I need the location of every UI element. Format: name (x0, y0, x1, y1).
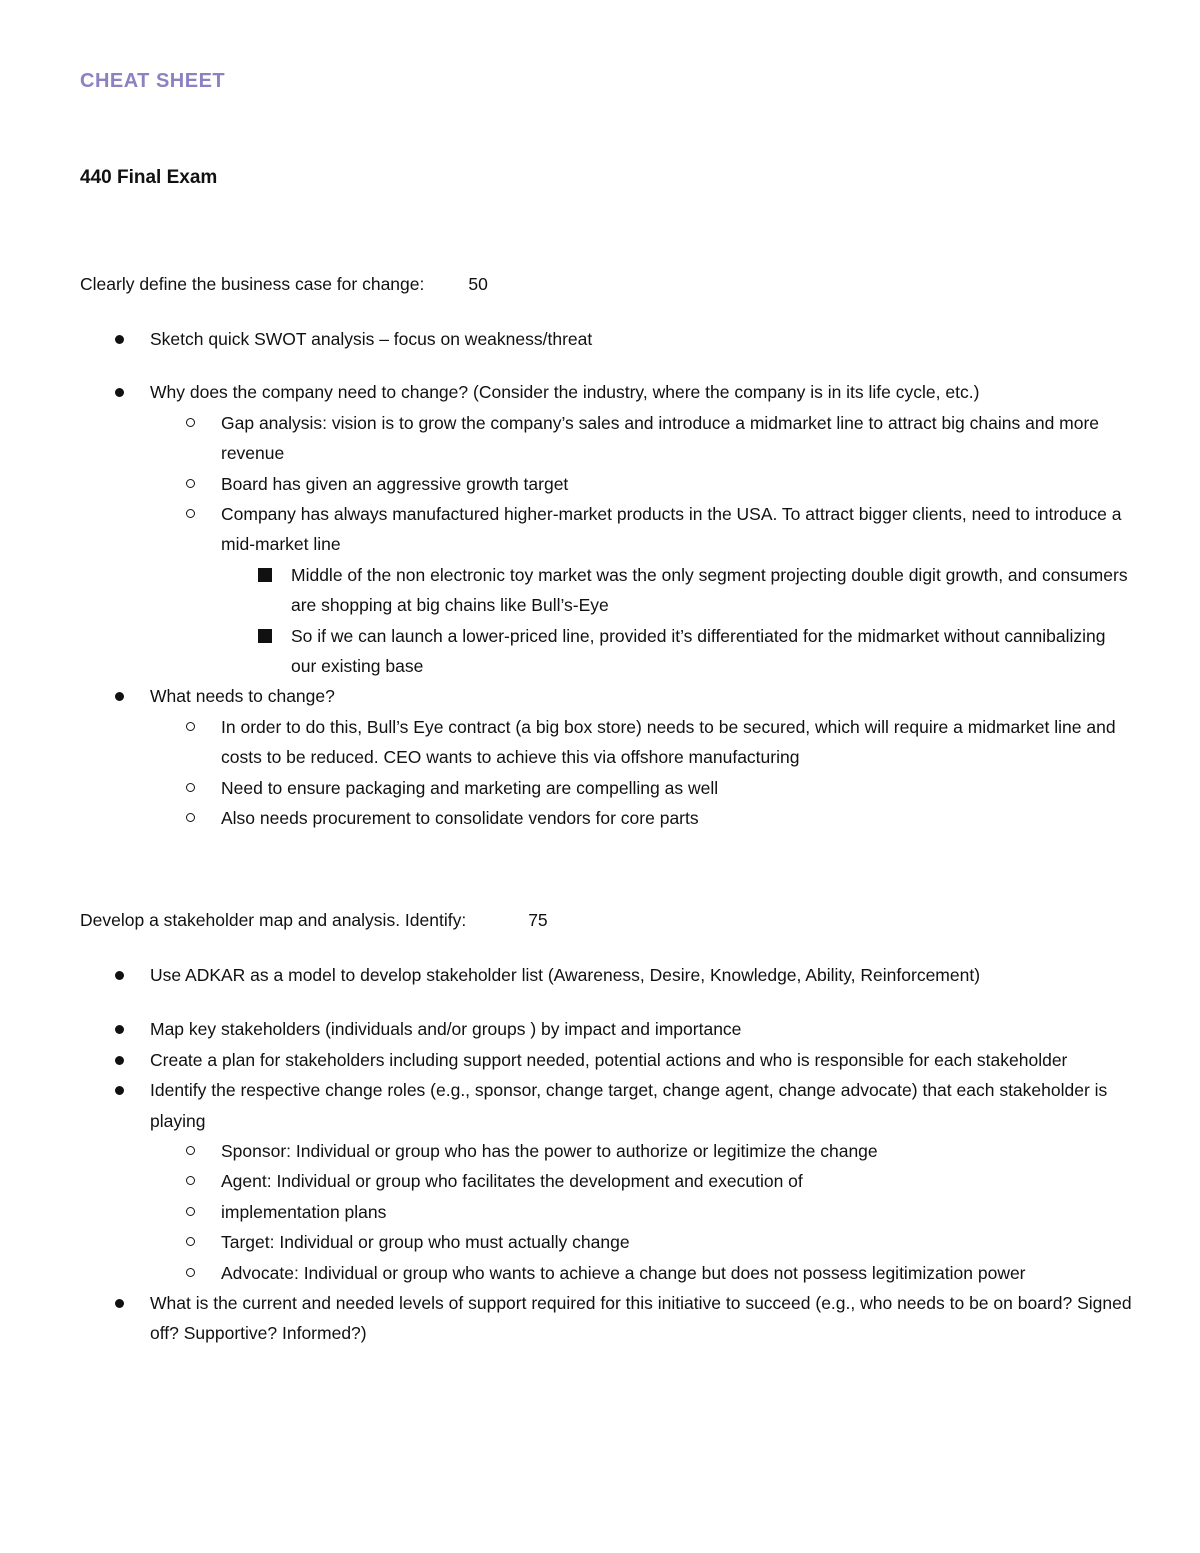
bullet-disc-icon (115, 1299, 124, 1308)
bullet-square-icon (258, 629, 272, 643)
section1-heading (80, 274, 488, 295)
list-item: Agent: Individual or group who facilitates the development and execution of (0, 1166, 1200, 1196)
bullet-circle-icon (186, 509, 195, 518)
list-item: Middle of the non electronic toy market was the only segment projecting double digit growth, and consumers are shopping at big chains like Bull’s-Eye (0, 560, 1200, 621)
document-subtitle: 440 Final Exam (80, 167, 218, 188)
section2-heading-text: Develop a stakeholder map and analysis. Identify: (80, 910, 467, 930)
section1-list (0, 324, 1200, 834)
bullet-circle-icon (186, 783, 195, 792)
bullet-square-icon (258, 568, 272, 582)
list-item: Sponsor: Individual or group who has the power to authorize or legitimize the change (0, 1136, 1200, 1166)
bullet-circle-icon (186, 1268, 195, 1277)
list-item: Target: Individual or group who must actually change (0, 1227, 1200, 1257)
list-item: Create a plan for stakeholders including support needed, potential actions and who is responsible for each stakeholder (0, 1045, 1200, 1075)
list-item: What is the current and needed levels of support required for this initiative to succeed (e.g., who needs to be on board? Signed off? Supportive? Informed?) (0, 1288, 1200, 1349)
list-item: In order to do this, Bull’s Eye contract (a big box store) needs to be secured, which will require a midmarket line and costs to be reduced. CEO wants to achieve this via offshore manufacturing (0, 712, 1200, 773)
list-item: Board has given an aggressive growth target (0, 469, 1200, 499)
bullet-disc-icon (115, 1086, 124, 1095)
section1-points: 50 (468, 274, 488, 294)
bullet-disc-icon (115, 692, 124, 701)
list-item: Need to ensure packaging and marketing are compelling as well (0, 773, 1200, 803)
list-item: Gap analysis: vision is to grow the company’s sales and introduce a midmarket line to attract big chains and more revenue (0, 408, 1200, 469)
list-item: implementation plans (0, 1197, 1200, 1227)
bullet-disc-icon (115, 335, 124, 344)
section2-list (0, 960, 1200, 1349)
bullet-circle-icon (186, 479, 195, 488)
list-item: Map key stakeholders (individuals and/or groups ) by impact and importance (0, 1014, 1200, 1044)
list-item: Use ADKAR as a model to develop stakeholder list (Awareness, Desire, Knowledge, Ability, Reinforcement) (0, 960, 1200, 990)
list-item: What needs to change? (0, 681, 1200, 711)
bullet-disc-icon (115, 388, 124, 397)
bullet-circle-icon (186, 1237, 195, 1246)
bullet-disc-icon (115, 971, 124, 980)
section2-points: 75 (528, 910, 548, 930)
bullet-circle-icon (186, 1176, 195, 1185)
bullet-disc-icon (115, 1056, 124, 1065)
bullet-circle-icon (186, 1207, 195, 1216)
list-item: Sketch quick SWOT analysis – focus on weakness/threat (0, 324, 1200, 354)
list-item: Why does the company need to change? (Consider the industry, where the company is in its life cycle, etc.) (0, 377, 1200, 407)
section2-heading (80, 910, 548, 931)
list-item: Advocate: Individual or group who wants to achieve a change but does not possess legitimization power (0, 1258, 1200, 1288)
bullet-disc-icon (115, 1025, 124, 1034)
list-item: Identify the respective change roles (e.g., sponsor, change target, change agent, change advocate) that each stakeholder is playing (0, 1075, 1200, 1136)
list-item: Company has always manufactured higher-market products in the USA. To attract bigger clients, need to introduce a mid-market line (0, 499, 1200, 560)
list-item: So if we can launch a lower-priced line, provided it’s differentiated for the midmarket without cannibalizing our existing base (0, 621, 1200, 682)
bullet-circle-icon (186, 418, 195, 427)
bullet-circle-icon (186, 722, 195, 731)
section1-heading-text: Clearly define the business case for change: (80, 274, 425, 294)
bullet-circle-icon (186, 1146, 195, 1155)
bullet-circle-icon (186, 813, 195, 822)
document-title: CHEAT SHEET (80, 70, 226, 92)
list-item: Also needs procurement to consolidate vendors for core parts (0, 803, 1200, 833)
